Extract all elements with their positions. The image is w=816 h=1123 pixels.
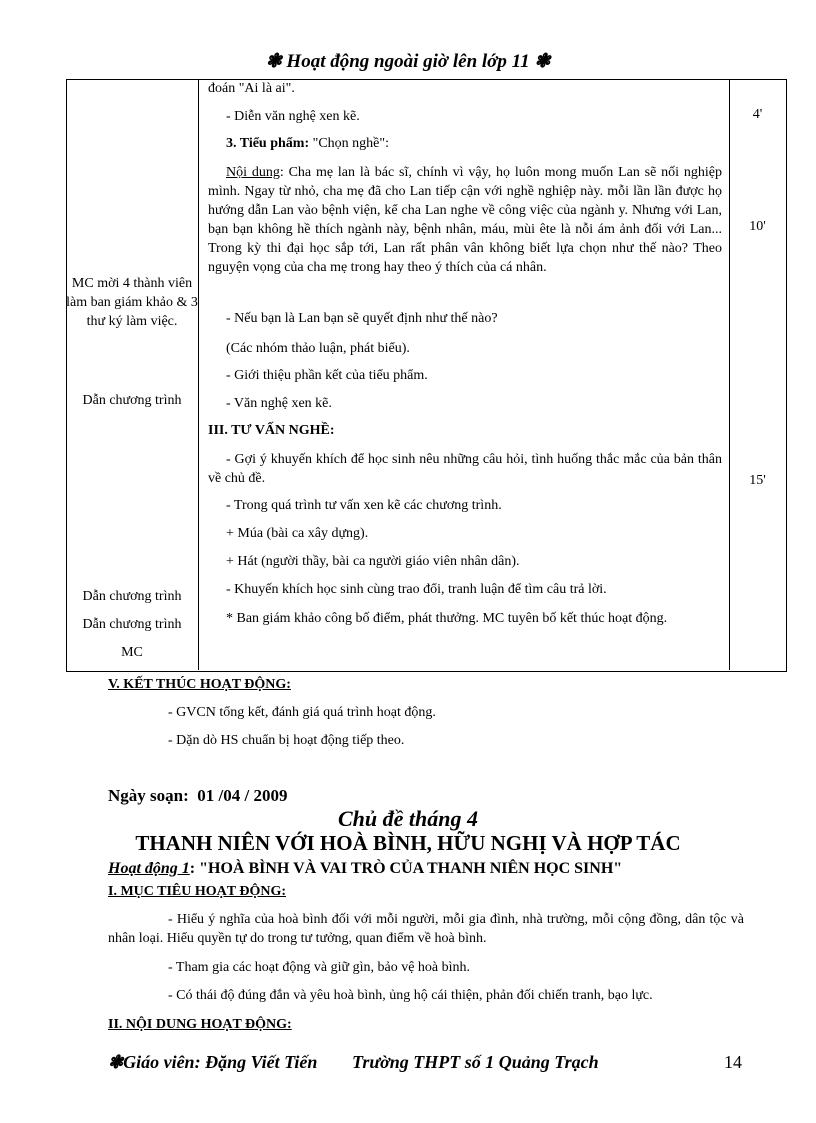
activity-label: Hoạt động 1: [108, 860, 190, 877]
table-column-divider-right: [729, 79, 786, 670]
section3-title: III. TƯ VẤN NGHỀ:: [208, 423, 335, 438]
lead-text-3: Dẫn chương trình: [82, 617, 182, 632]
content-paragraph: * Ban giám khảo công bố điểm, phát thưởng. MC tuyên bố kết thúc hoạt động.: [226, 611, 668, 626]
content-paragraph: - Gợi ý khuyến khích để học sinh nêu những câu hỏi, tình huống thắc mắc của bản thân về chủ đề.: [208, 452, 722, 486]
content-line: - Nếu bạn là Lan bạn sẽ quyết định như thế nào?: [226, 311, 498, 326]
date-label: Ngày soạn:: [108, 786, 189, 805]
mc-text: MC: [121, 645, 143, 660]
content-line: (Các nhóm thảo luận, phát biểu).: [226, 341, 410, 356]
topic-script: Chủ đề tháng 4: [338, 806, 478, 831]
lead-text-1: Dẫn chương trình: [82, 393, 182, 408]
mc-invite-text: MC mời 4 thành viên làm ban giám khảo & 3 thư ký làm việc.: [66, 276, 198, 329]
content-line: - Diễn văn nghệ xen kẽ.: [226, 109, 360, 124]
content-paragraph: [208, 163, 722, 277]
content-line: - Giới thiệu phần kết của tiểu phẩm.: [226, 368, 428, 383]
page-number: 14: [724, 1052, 742, 1072]
skit-label: 3. Tiểu phẩm:: [226, 136, 310, 151]
time-cell: 15': [749, 473, 766, 488]
section5-item: - GVCN tổng kết, đánh giá quá trình hoạt động.: [168, 705, 436, 720]
section2-title: II. NỘI DUNG HOẠT ĐỘNG:: [108, 1017, 292, 1032]
content-line: - Khuyến khích học sinh cùng trao đổi, tranh luận để tìm câu trả lời.: [226, 582, 607, 597]
topic-title: THANH NIÊN VỚI HOÀ BÌNH, HỮU NGHỊ VÀ HỢP TÁC: [135, 831, 681, 855]
footer-teacher: ❃Giáo viên: Đặng Viết Tiến: [108, 1052, 318, 1072]
section1-item: - Hiểu ý nghĩa của hoà bình đối với mỗi người, mỗi gia đình, nhà trường, mỗi cộng đồng, dân tộc và nhân loại. Hiểu quyền tự do trong tư tưởng, quan điểm về hoà bình.: [108, 912, 744, 946]
activity-title: : "HOÀ BÌNH VÀ VAI TRÒ CỦA THANH NIÊN HỌC SINH": [189, 860, 623, 877]
section1-item: - Tham gia các hoạt động và giữ gìn, bảo vệ hoà bình.: [168, 960, 471, 975]
content-line: đoán "Ai là ai".: [208, 81, 295, 96]
section5-item: - Dặn dò HS chuẩn bị hoạt động tiếp theo.: [168, 733, 405, 748]
activity-heading: [108, 859, 622, 879]
page-header: ❃ Hoạt động ngoài giờ lên lớp 11 ❃: [265, 51, 551, 72]
content-label: Nội dung: [226, 165, 280, 180]
skit-title: "Chọn nghề":: [309, 136, 389, 151]
content-line: + Hát (người thầy, bài ca người giáo viên nhân dân).: [226, 554, 520, 569]
section1-item: - Có thái độ đúng đắn và yêu hoà bình, ủng hộ cái thiện, phản đối chiến tranh, bạo lực.: [168, 988, 653, 1003]
content-line: + Múa (bài ca xây dựng).: [226, 526, 369, 541]
content-line: [208, 134, 722, 153]
table-column-divider-left: [66, 79, 199, 670]
section1-title: I. MỤC TIÊU HOẠT ĐỘNG:: [108, 884, 287, 899]
footer-school: Trường THPT số 1 Quảng Trạch: [352, 1052, 599, 1072]
lead-text-2: Dẫn chương trình: [82, 589, 182, 604]
date-value: 01 /04 / 2009: [197, 786, 288, 805]
date-line: [108, 786, 287, 806]
content-line: - Văn nghệ xen kẽ.: [226, 396, 332, 411]
time-cell: 4': [752, 107, 763, 122]
time-cell: 10': [749, 219, 766, 234]
content-text: : Cha mẹ lan là bác sĩ, chính vì vậy, họ luôn mong muốn Lan sẽ nối nghiệp mình. Ngay từ nhỏ, cha mẹ đã cho Lan tiếp cận với nghề nghiệp này. mỗi lần lần được họ hướng dẫn Lan vào bệnh viện, kể cha Lan nghe về công việc của ngành y. Nhưng với Lan, bạn bạn không hề thích ngành này, bệnh nhân, máu, mùi ête là nỗi ám ảnh đối với Lan... Trong kỳ thi đại học sắp tới, Lan rất phân vân không biết lựa chọn như thế nào? Theo nguyện vọng của cha mẹ trong hay theo ý thích của cá nhân.: [208, 165, 723, 275]
section5-title: V. KẾT THÚC HOẠT ĐỘNG:: [108, 677, 291, 692]
content-line: - Trong quá trình tư vấn xen kẽ các chương trình.: [226, 498, 502, 513]
